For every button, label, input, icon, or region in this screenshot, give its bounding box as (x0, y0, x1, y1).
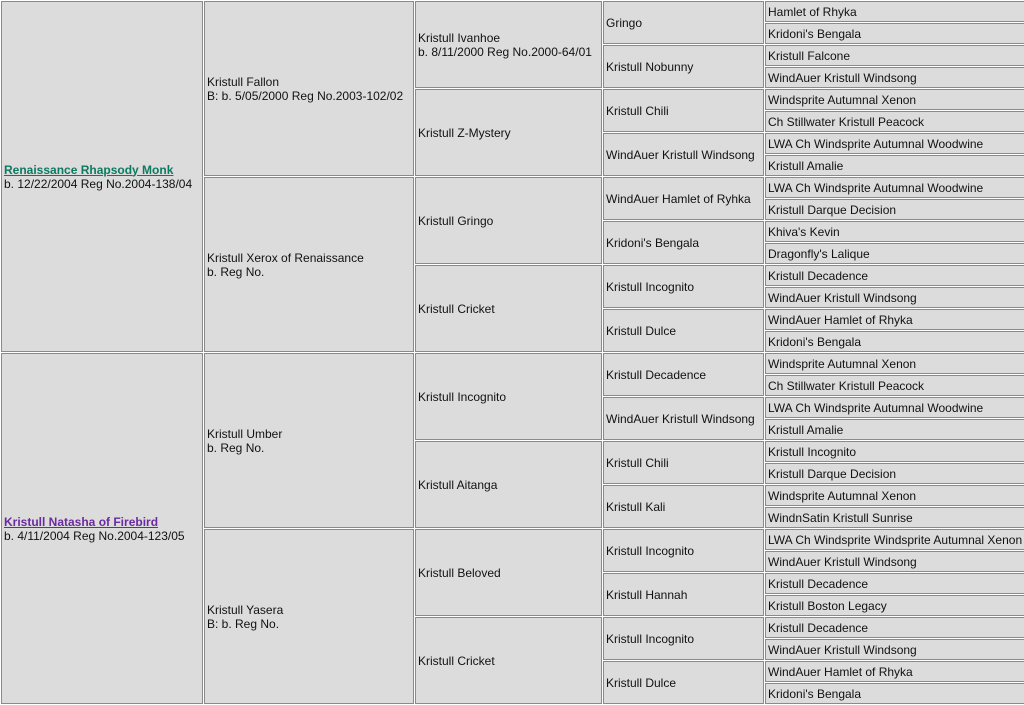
gen5-cell: Windsprite Autumnal Xenon (765, 353, 1024, 374)
gen5-cell: LWA Ch Windsprite Autumnal Woodwine (765, 133, 1024, 154)
gen5-cell: LWA Ch Windsprite Autumnal Woodwine (765, 177, 1024, 198)
gen5-cell: Kristull Darque Decision (765, 199, 1024, 220)
gen3-cell (415, 1, 602, 88)
grandsire-detail: B: b. 5/05/2000 Reg No.2003-102/02 (207, 88, 404, 103)
granddam-cell (204, 177, 414, 352)
gen4-cell: Kristull Decadence (603, 353, 764, 396)
gen3-name: Kristull Aitanga (418, 477, 498, 492)
gen3-name: Kristull Gringo (418, 213, 494, 228)
gen4-cell: Kristull Kali (603, 485, 764, 528)
gen5-cell: WindAuer Kristull Windsong (765, 287, 1024, 308)
pedigree-row (1, 1, 1024, 22)
gen3-cell (415, 617, 602, 704)
gen5-cell: Ch Stillwater Kristull Peacock (765, 375, 1024, 396)
gen5-cell: Kristull Amalie (765, 419, 1024, 440)
gen5-cell: WindAuer Hamlet of Rhyka (765, 309, 1024, 330)
gen5-cell: Kridoni's Bengala (765, 23, 1024, 44)
gen5-cell: Kristull Decadence (765, 617, 1024, 638)
granddam-cell (204, 529, 414, 704)
gen5-cell: Windsprite Autumnal Xenon (765, 485, 1024, 506)
gen3-cell (415, 353, 602, 440)
pedigree-row (1, 353, 1024, 374)
gen5-cell: Kristull Darque Decision (765, 463, 1024, 484)
granddam-detail: b. Reg No. (207, 264, 265, 279)
gen4-cell: Kristull Hannah (603, 573, 764, 616)
gen5-cell: WindAuer Kristull Windsong (765, 67, 1024, 88)
gen3-cell (415, 89, 602, 176)
grandsire-detail: b. Reg No. (207, 440, 265, 455)
gen4-cell: Kristull Incognito (603, 265, 764, 308)
grandsire-name: Kristull Umber (207, 426, 283, 441)
gen3-name: Kristull Incognito (418, 389, 507, 404)
sire-cell (1, 1, 203, 352)
gen5-cell: WindAuer Kristull Windsong (765, 639, 1024, 660)
gen5-cell: Kridoni's Bengala (765, 683, 1024, 704)
gen4-cell: WindAuer Kristull Windsong (603, 133, 764, 176)
gen5-cell: Dragonfly's Lalique (765, 243, 1024, 264)
gen3-cell (415, 265, 602, 352)
gen5-cell: WindnSatin Kristull Sunrise (765, 507, 1024, 528)
gen3-cell (415, 177, 602, 264)
gen5-cell: Windsprite Autumnal Xenon (765, 89, 1024, 110)
gen5-cell: Kridoni's Bengala (765, 331, 1024, 352)
gen4-cell: Kristull Incognito (603, 529, 764, 572)
gen4-cell: Kristull Incognito (603, 617, 764, 660)
gen4-cell: Kristull Dulce (603, 661, 764, 704)
sire-detail: b. 12/22/2004 Reg No.2004-138/04 (4, 176, 193, 191)
gen5-cell: Kristull Boston Legacy (765, 595, 1024, 616)
gen5-cell: WindAuer Kristull Windsong (765, 551, 1024, 572)
grandsire-cell (204, 1, 414, 176)
dam-detail: b. 4/11/2004 Reg No.2004-123/05 (4, 528, 185, 543)
gen3-name: Kristull Cricket (418, 653, 495, 668)
dam-link[interactable]: Kristull Natasha of Firebird (4, 514, 159, 529)
granddam-name: Kristull Yasera (207, 602, 284, 617)
gen5-cell: Ch Stillwater Kristull Peacock (765, 111, 1024, 132)
gen4-cell: Kristull Dulce (603, 309, 764, 352)
gen3-detail: b. 8/11/2000 Reg No.2000-64/01 (418, 44, 592, 59)
gen5-cell: Kristull Decadence (765, 573, 1024, 594)
gen5-cell: Kristull Incognito (765, 441, 1024, 462)
gen3-name: Kristull Cricket (418, 301, 495, 316)
sire-link[interactable]: Renaissance Rhapsody Monk (4, 162, 174, 177)
gen5-cell: LWA Ch Windsprite Autumnal Woodwine (765, 397, 1024, 418)
gen4-cell: Kridoni's Bengala (603, 221, 764, 264)
grandsire-cell (204, 353, 414, 528)
granddam-name: Kristull Xerox of Renaissance (207, 250, 364, 265)
gen4-cell: Kristull Nobunny (603, 45, 764, 88)
gen5-cell: LWA Ch Windsprite Windsprite Autumnal Xenon (765, 529, 1024, 550)
dam-cell (1, 353, 203, 704)
granddam-detail: B: b. Reg No. (207, 616, 280, 631)
gen3-name: Kristull Z-Mystery (418, 125, 511, 140)
gen4-cell: WindAuer Hamlet of Ryhka (603, 177, 764, 220)
gen3-name: Kristull Beloved (418, 565, 501, 580)
gen3-cell (415, 529, 602, 616)
gen4-cell: Kristull Chili (603, 89, 764, 132)
gen4-cell: WindAuer Kristull Windsong (603, 397, 764, 440)
grandsire-name: Kristull Fallon (207, 74, 280, 89)
gen5-cell: Khiva's Kevin (765, 221, 1024, 242)
gen4-cell: Gringo (603, 1, 764, 44)
gen5-cell: Kristull Falcone (765, 45, 1024, 66)
gen5-cell: WindAuer Hamlet of Rhyka (765, 661, 1024, 682)
gen5-cell: Kristull Decadence (765, 265, 1024, 286)
gen5-cell: Hamlet of Rhyka (765, 1, 1024, 22)
gen4-cell: Kristull Chili (603, 441, 764, 484)
gen3-cell (415, 441, 602, 528)
gen3-name: Kristull Ivanhoe (418, 30, 501, 45)
gen5-cell: Kristull Amalie (765, 155, 1024, 176)
